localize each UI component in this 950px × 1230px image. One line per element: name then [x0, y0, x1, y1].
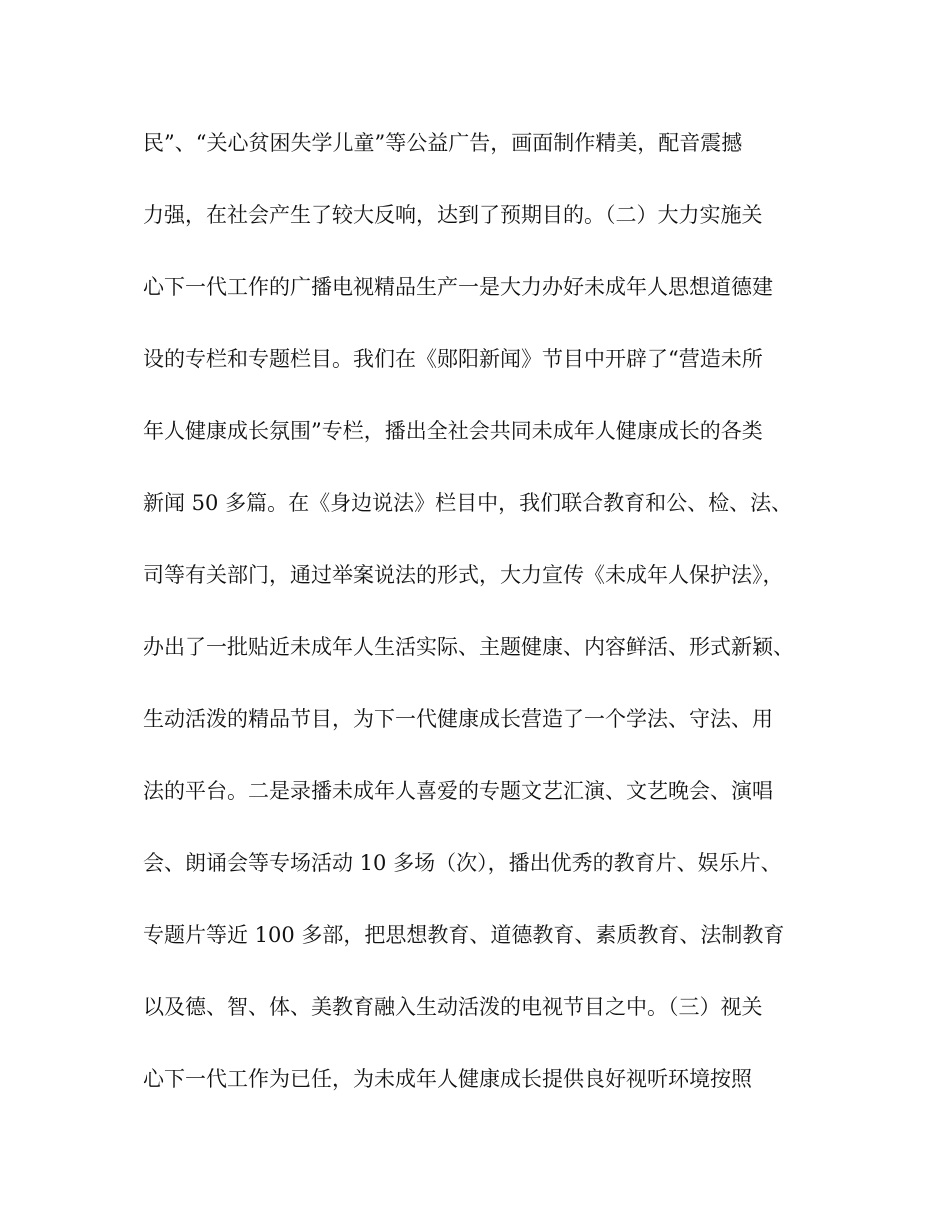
text-line: 生动活泼的精品节目，为下一代健康成长营造了一个学法、守法、用: [143, 707, 773, 731]
text-line: 心下一代工作的广播电视精品生产一是大力办好未成年人思想道德建: [143, 275, 773, 299]
text-line: 法的平台。二是录播未成年人喜爱的专题文艺汇演、文艺晚会、演唱: [143, 779, 773, 803]
body-text: [143, 122, 803, 1130]
text-line: 办出了一批贴近未成年人生活实际、主题健康、内容鲜活、形式新颖、: [143, 635, 794, 659]
text-line: 年人健康成长氛围”专栏，播出全社会共同未成年人健康成长的各类: [143, 419, 763, 443]
text-line: 会、朗诵会等专场活动 10 多场（次），播出优秀的教育片、娱乐片、: [143, 851, 782, 875]
text-line: 心下一代工作为已任，为未成年人健康成长提供良好视听环境按照: [143, 1067, 752, 1091]
text-line: 司等有关部门，通过举案说法的形式，大力宣传《未成年人保护法》，: [143, 563, 784, 587]
text-line: 以及德、智、体、美教育融入生动活泼的电视节目之中。（三）视关: [143, 995, 763, 1019]
text-line: 新闻 50 多篇。在《身边说法》栏目中，我们联合教育和公、检、法、: [143, 491, 793, 515]
text-line: 专题片等近 100 多部，把思想教育、道德教育、素质教育、法制教育: [143, 923, 785, 947]
text-line: 设的专栏和专题栏目。我们在《郧阳新闻》节目中开辟了“营造未所: [143, 347, 763, 371]
text-line: 力强，在社会产生了较大反响，达到了预期目的。（二）大力实施关: [143, 203, 763, 227]
text-line: 民”、“关心贫困失学儿童”等公益广告，画面制作精美，配音震撼: [143, 131, 743, 155]
